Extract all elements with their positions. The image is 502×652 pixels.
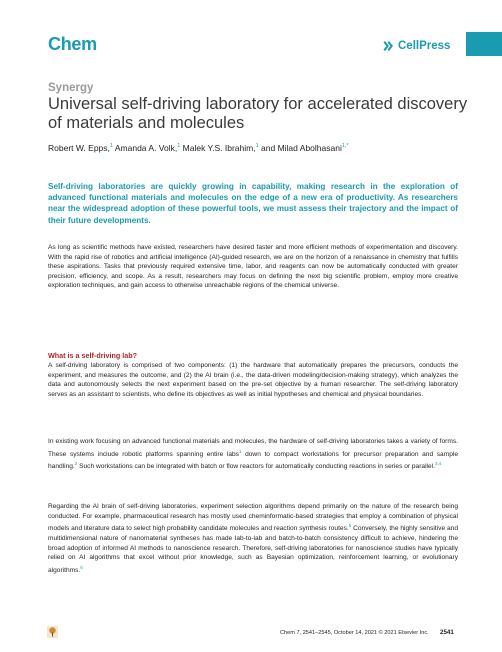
citation-footer: Chem 7, 2541–2545, October 14, 2021 © 2021 Elsevier Inc.: [280, 630, 429, 636]
abstract: Self-driving laboratories are quickly growing in capability, making research in the exploration of advanced functional materials and molecules on the edge of a new era of productivity. As researchers near the widespread adoption of these powerful tools, we must assess their trajectory and the impact of their future developments.: [48, 182, 458, 225]
body-paragraph: As long as scientific methods have existed, researchers have desired faster and more efficient methods of experimentation and discovery. With the rapid rise of robotics and artificial intelligence (AI)-guided research, we are on the horizon of a renaissance in chemistry that fulfills these aspirations. Tasks that previously required extensive time, labor, and reagents can now be automatically conducted with greater precision, efficiency, and scope. As a result, researchers may focus on defining the next big scientific problem, employ more creative exploration techniques, and gain access to otherwise unreachable regions of the chemical universe.: [48, 244, 458, 290]
author-name[interactable]: Malek Y.S. Ibrahim,: [182, 143, 256, 153]
body-paragraph: A self-driving laboratory is comprised of two components: (1) the hardware that automatically prepares the precursors, conducts the experiment, and measures the outcome, and (2) the AI brain (i.e., the data-driven modeling/decision-making strategy), which analyzes the data and autonomously selects the next experiment based on the pre-set objective by a human researcher. The self-driving laboratory serves as an assistant to scientists, who define its objectives as well as initial hypotheses and chemical and physical boundaries.: [48, 362, 458, 398]
journal-logo[interactable]: Chem: [48, 34, 97, 54]
paragraph-text: Regarding the AI brain of self-driving laboratories, experiment selection algorithms depend primarily on the nature of the research being conducted. For example, pharmaceutical research has mostly used cheminformatic-based strategies that employ a combination of physical models and literature data to select high probability candidate molecules and reaction synthesis routes.: [48, 503, 458, 533]
section-heading: What is a self-driving lab?: [48, 351, 138, 360]
affiliation-marker[interactable]: 1: [255, 143, 259, 150]
article-title: Universal self-driving laboratory for accelerated discovery of materials and molecules: [48, 95, 468, 132]
reference-link[interactable]: 1: [238, 448, 242, 454]
author-name[interactable]: Robert W. Epps,: [48, 143, 110, 153]
affiliation-marker[interactable]: 1: [109, 143, 113, 150]
reference-link[interactable]: 6: [80, 564, 83, 570]
header-accent-bar: [466, 32, 502, 56]
paragraph-text: Conversely, the highly sensitive and multidimensional nature of nanomaterial syntheses has made lab-to-lab and batch-to-batch consistency difficult to achieve, hindering the broad adoption of informed AI methods to nanoscience research. Therefore, self-driving laboratories for nanoscience studies have typically relied on AI algorithms that excel without prior knowledge, such as Bayesian optimization, reinforcement learning, or evolutionary algorithms.: [48, 525, 458, 574]
elsevier-tree-icon: [47, 626, 58, 638]
affiliation-marker[interactable]: 1: [177, 143, 181, 150]
publisher-logo[interactable]: [382, 40, 450, 52]
reference-link[interactable]: 2: [74, 461, 78, 467]
body-paragraph: [48, 502, 458, 576]
body-paragraph: [48, 437, 458, 472]
paragraph-text: In existing work focusing on advanced functional materials and molecules, the hardware of self-driving laboratories takes a variety of forms. These systems include robotic platforms spanning entire labs: [48, 438, 458, 458]
paragraph-text: Such workstations can be integrated with batch or flow reactors for automatically conducting reactions in series or parallel.: [77, 463, 435, 471]
section-label: Synergy: [48, 82, 94, 94]
publisher-name: CellPress: [398, 40, 451, 52]
author-name[interactable]: and Milad Abolhasani: [261, 143, 342, 153]
reference-link[interactable]: 3,4: [435, 461, 442, 467]
page-number: 2541: [440, 629, 454, 636]
author-name[interactable]: Amanda A. Volk,: [114, 143, 178, 153]
reference-link[interactable]: 5: [348, 523, 352, 529]
affiliation-marker[interactable]: 1,*: [341, 143, 349, 150]
paragraph-text: down to compact workstations for precursor preparation and sample handling.: [48, 450, 458, 471]
author-list: [48, 143, 468, 153]
cellpress-icon: [382, 40, 394, 52]
